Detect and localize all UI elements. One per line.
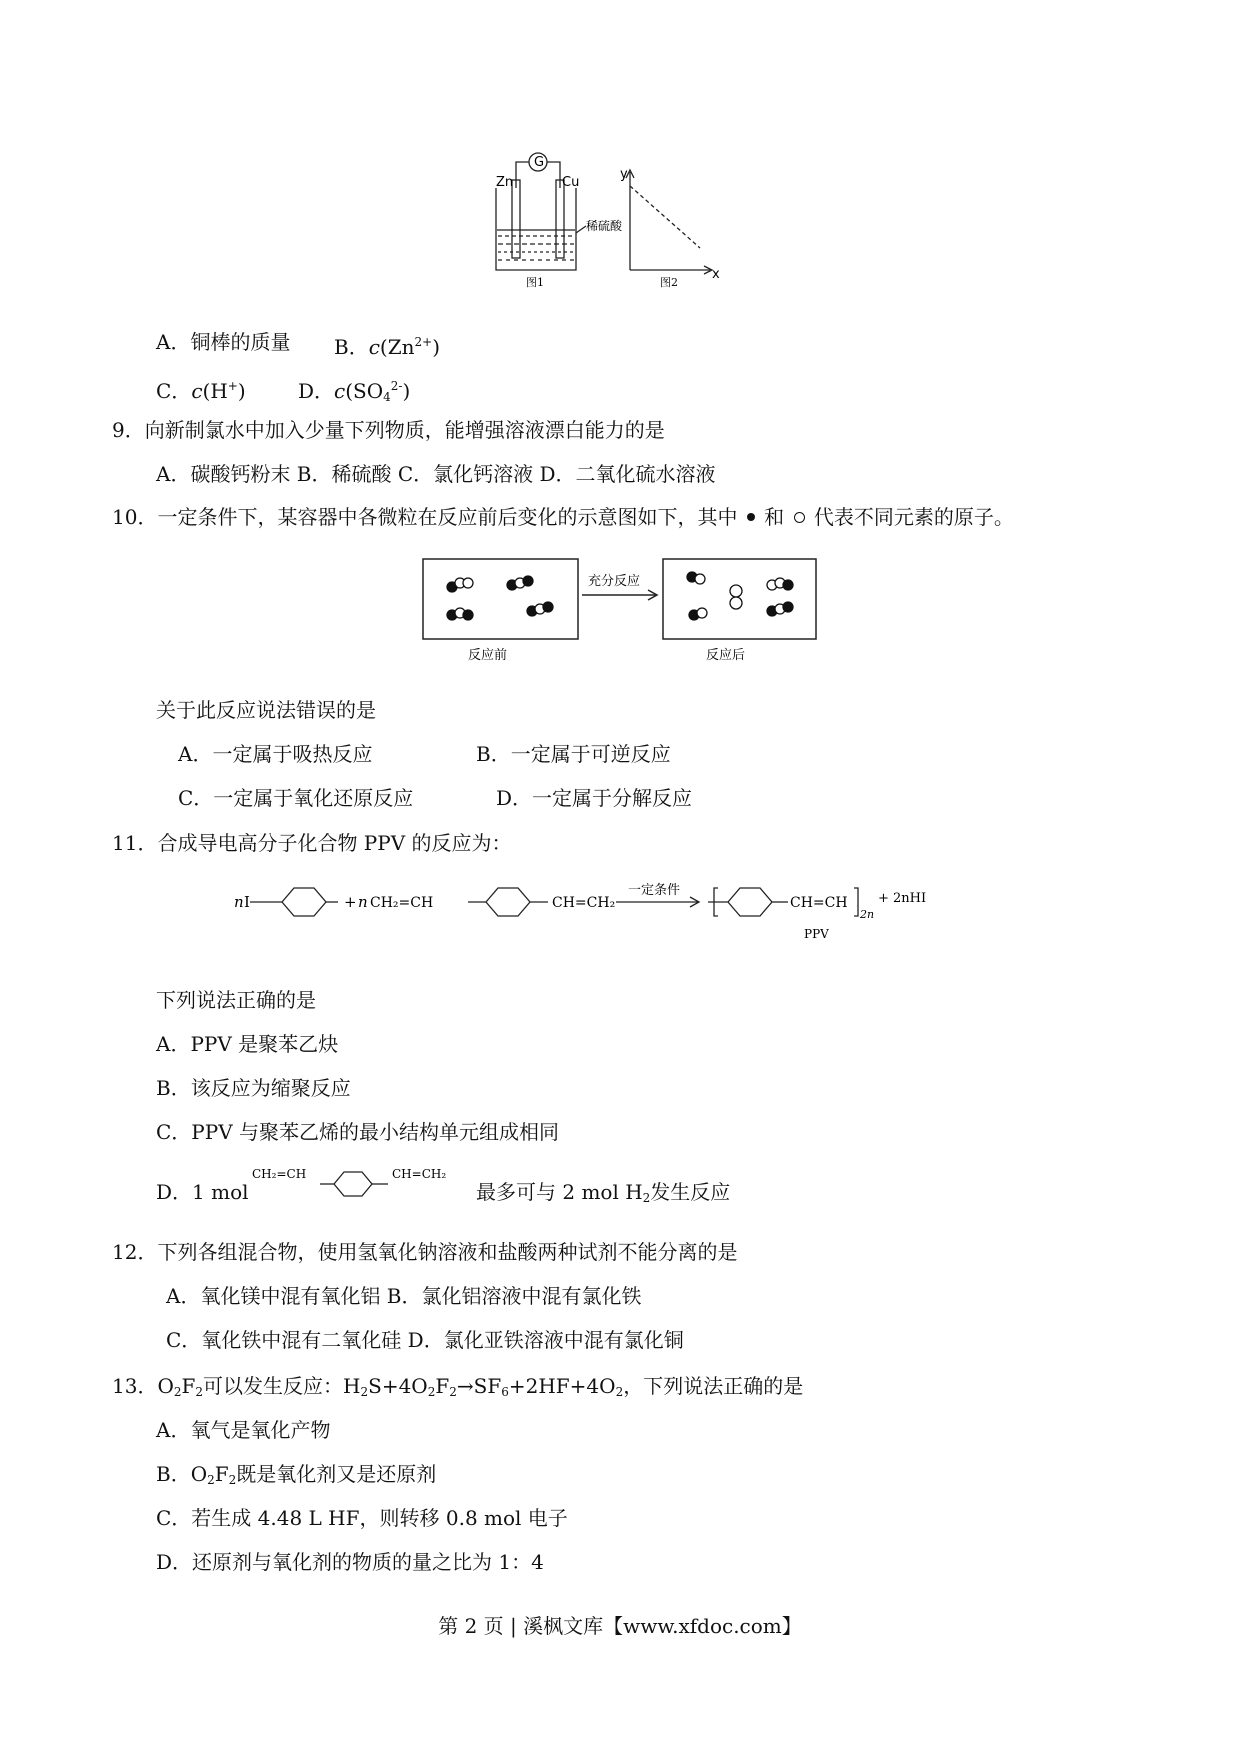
- q8-option-c: [156, 372, 246, 405]
- q8-option-d: [298, 372, 410, 411]
- q13-option-a: A．氧气是氧化产物: [156, 1418, 331, 1442]
- q13-option-d: D．还原剂与氧化剂的物质的量之比为 1：4: [156, 1550, 544, 1574]
- q10-lead: 关于此反应说法错误的是: [156, 698, 376, 722]
- d-right-group: CH=CH₂: [392, 1167, 447, 1181]
- meter-label: G: [534, 155, 545, 170]
- q10-option-d: D．一定属于分解反应: [496, 786, 693, 810]
- eq-n1: n: [234, 893, 244, 911]
- q13-s3-sub: 2: [360, 1385, 369, 1399]
- q11-equation: [232, 872, 952, 944]
- q10-option-b: B．一定属于可逆反应: [476, 742, 671, 766]
- q11-option-b: B．该反应为缩聚反应: [156, 1076, 351, 1100]
- q8-c-species: (H: [202, 379, 228, 403]
- q13-s3: 可以发生反应：H: [203, 1374, 361, 1398]
- arrow-label: 充分反应: [588, 574, 641, 589]
- eq-ppv: PPV: [804, 927, 829, 941]
- q12-options-cd: C．氧化铁中混有二氧化硅 D．氯化亚铁溶液中混有氯化铜: [166, 1328, 684, 1352]
- q10-stem-b: 和: [764, 505, 785, 529]
- q11-d-sub: 2: [642, 1191, 651, 1205]
- q11-d-suffix-a: 最多可与 2 mol H: [476, 1180, 643, 1204]
- before-box: [423, 559, 578, 639]
- q11-d-suffix-b: 发生反应: [650, 1180, 731, 1204]
- q8-d-charge: 2-: [390, 379, 403, 393]
- q10-option-a: A．一定属于吸热反应: [178, 742, 373, 766]
- zn-electrode: [512, 180, 520, 258]
- q13-s2: F: [181, 1374, 196, 1398]
- q8-figure: [490, 148, 750, 288]
- q13-option-c: C．若生成 4.48 L HF，则转移 0.8 mol 电子: [156, 1506, 568, 1530]
- q12-stem: 12．下列各组混合物，使用氢氧化钠溶液和盐酸两种试剂不能分离的是: [112, 1240, 738, 1264]
- q13-s6: →SF: [456, 1374, 502, 1398]
- q8-c-close: ): [237, 379, 246, 403]
- acid-label: 稀硫酸: [586, 219, 623, 233]
- q9-stem: 9．向新制氯水中加入少量下列物质，能增强溶液漂白能力的是: [112, 418, 665, 442]
- cu-electrode: [556, 180, 564, 258]
- q8-b-c: c: [368, 335, 380, 359]
- eq-monomer-right: CH=CH₂: [552, 895, 616, 911]
- q13-s4: S+4O: [368, 1374, 428, 1398]
- q13-s7: +2HF+4O: [508, 1374, 616, 1398]
- eq-monomer-left: CH₂=CH: [370, 895, 434, 911]
- q9-options: A．碳酸钙粉末 B．稀硫酸 C．氯化钙溶液 D．二氧化硫水溶液: [156, 462, 716, 486]
- q11-option-d-suffix: [476, 1178, 730, 1212]
- q8-d-close: ): [402, 379, 411, 403]
- eq-product: + 2nHI: [878, 891, 927, 906]
- cu-label: Cu: [562, 175, 580, 190]
- q13-stem: [112, 1372, 803, 1406]
- open-atom-icon: [794, 512, 805, 523]
- eq-i1: I: [244, 893, 250, 911]
- q11-stem: 11．合成导电高分子化合物 PPV 的反应为：: [112, 831, 512, 855]
- filled-atom-icon: [747, 513, 755, 521]
- q10-stem-a: 10．一定条件下，某容器中各微粒在反应前后变化的示意图如下，其中: [112, 505, 738, 529]
- zn-label: Zn: [496, 175, 514, 190]
- q8-c-prefix: C．: [156, 379, 192, 403]
- eq-n2: n: [358, 893, 368, 911]
- q12-options-ab: A．氧化镁中混有氧化铝 B．氯化铝溶液中混有氯化铁: [166, 1284, 642, 1308]
- q13-b-sub1: 2: [207, 1473, 215, 1487]
- q8-d-c: c: [334, 379, 346, 403]
- q13-b-b: F: [214, 1462, 229, 1486]
- q13-option-b: [156, 1460, 436, 1494]
- q8-b-close: ): [432, 335, 441, 359]
- q10-stem: [112, 503, 1014, 531]
- eq-plus: +: [344, 893, 357, 911]
- q11-option-d-prefix: D．1 mol: [156, 1180, 249, 1204]
- q13-b-c: 既是氧化剂又是还原剂: [236, 1462, 437, 1486]
- q13-b-a: B．O: [156, 1462, 208, 1486]
- after-label: 反应后: [706, 648, 746, 663]
- q8-d-prefix: D．: [298, 379, 335, 403]
- q13-s1: 13．O: [112, 1374, 174, 1398]
- q13-s5-sub: 2: [449, 1385, 457, 1399]
- q10-option-c: C．一定属于氧化还原反应: [178, 786, 414, 810]
- q13-s1-sub: 2: [173, 1385, 182, 1399]
- q8-b-species: (Zn: [379, 335, 415, 359]
- q11-lead: 下列说法正确的是: [156, 988, 316, 1012]
- q11-d-structure: [250, 1160, 470, 1206]
- q13-s4-sub: 2: [427, 1385, 436, 1399]
- fig1-caption: 图1: [526, 276, 544, 288]
- d-left-group: CH₂=CH: [252, 1167, 307, 1181]
- q8-d-species: (SO: [345, 379, 384, 403]
- q8-c-charge: +: [227, 379, 238, 393]
- eq-condition: 一定条件: [628, 883, 681, 898]
- q13-b-sub2: 2: [228, 1473, 237, 1487]
- eq-sub-2n: 2n: [860, 908, 875, 921]
- fig2-caption: 图2: [660, 276, 678, 288]
- fig2-y-label: y: [620, 167, 628, 182]
- q13-s8: ，下列说法正确的是: [623, 1374, 804, 1398]
- before-label: 反应前: [468, 648, 508, 663]
- q11-option-a: A．PPV 是聚苯乙炔: [156, 1032, 339, 1056]
- q8-option-b: [334, 328, 440, 361]
- q13-s7-sub: 2: [615, 1385, 624, 1399]
- q11-option-c: C．PPV 与聚苯乙烯的最小结构单元组成相同: [156, 1120, 560, 1144]
- q13-s6-sub: 6: [501, 1385, 509, 1399]
- fig2-x-label: x: [712, 267, 720, 282]
- q8-b-charge: 2+: [414, 335, 433, 349]
- q10-figure: [420, 555, 820, 665]
- q8-b-prefix: B．: [334, 335, 369, 359]
- eq-polymer-group: CH=CH: [790, 895, 848, 911]
- q10-stem-c: 代表不同元素的原子。: [813, 505, 1014, 529]
- q8-option-a: A．铜棒的质量: [156, 330, 291, 354]
- q13-s5: F: [435, 1374, 450, 1398]
- q13-s2-sub: 2: [195, 1385, 204, 1399]
- q8-c-c: c: [191, 379, 203, 403]
- q8-d-sub: 4: [383, 390, 391, 404]
- page-footer: 第 2 页 | 溪枫文库【www.xfdoc.com】: [438, 1614, 802, 1638]
